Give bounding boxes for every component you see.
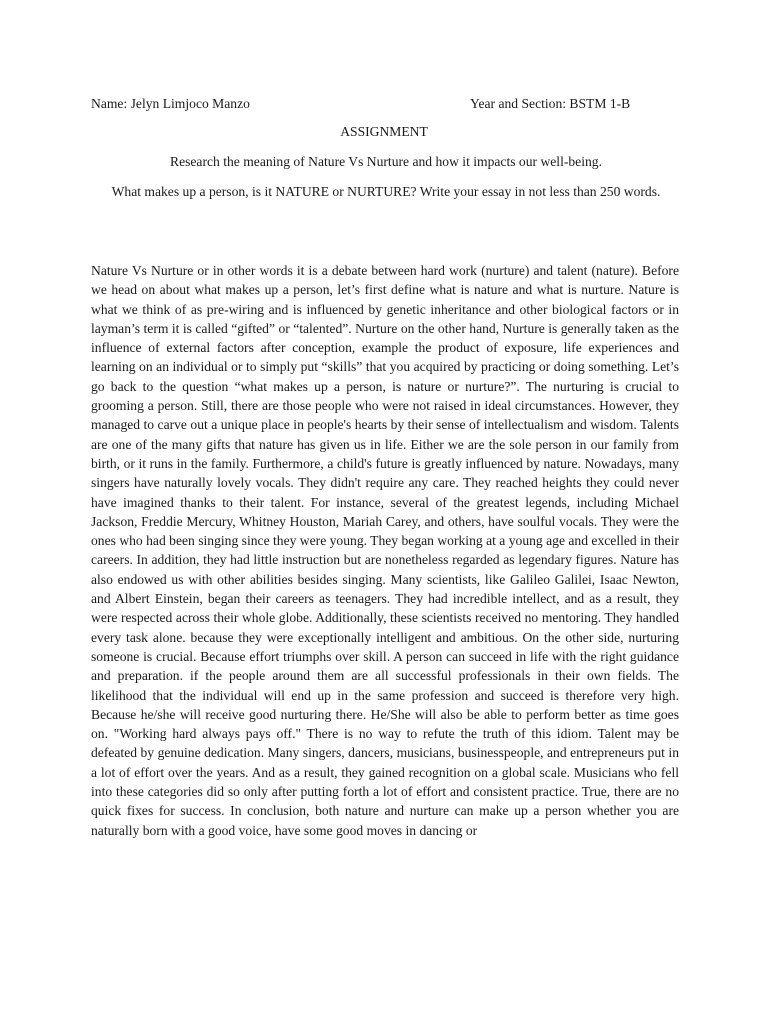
student-name: Name: Jelyn Limjoco Manzo	[91, 96, 250, 111]
page-title: ASSIGNMENT	[340, 124, 428, 139]
essay-body	[91, 261, 679, 1021]
essay-prompt: What makes up a person, is it NATURE or NURTURE? Write your essay in not less than 250 words.	[111, 184, 661, 199]
year-and-section: Year and Section: BSTM 1-B	[470, 96, 631, 111]
assignment-instruction: Research the meaning of Nature Vs Nurture and how it impacts our well-being.	[170, 154, 602, 169]
header-row	[91, 94, 681, 114]
essay-paragraph: Nature Vs Nurture or in other words it is a debate between hard work (nurture) and talent (nature). Before we head on about what makes up a person, let’s first define what is nature and what is nurture. Nature is what we think of as pre-wiring and is influenced by genetic inheritance and other biological factors or in layman’s term it is called “gifted” or “talented”. Nurture on the other hand, Nurture is generally taken as the influence of external factors after conception, example the product of exposure, life experiences and learning on an individual or to simply put “skills” that you acquired by practicing or doing something. Let’s go back to the question “what makes up a person, is nature or nurture?”. The nurturing is crucial to grooming a person. Still, there are those people who were not raised in ideal circumstances. However, they managed to carve out a unique place in people's hearts by their sense of intellectualism and wisdom. Talents are one of the many gifts that nature has given us in life. Either we are the sole person in our family from birth, or it runs in the family. Furthermore, a child's future is greatly influenced by nature. Nowadays, many singers have naturally lovely vocals. They didn't require any care. They reached heights they could never have imagined thanks to their talent. For instance, several of the greatest legends, including Michael Jackson, Freddie Mercury, Whitney Houston, Mariah Carey, and others, have soulful vocals. They were the ones who had been singing since they were young. They began working at a young age and excelled in their careers. In addition, they had little instruction but are nonetheless regarded as legendary figures. Nature has also endowed us with other abilities besides singing. Many scientists, like Galileo Galilei, Isaac Newton, and Albert Einstein, began their careers as teenagers. They had incredible intellect, and as a result, they were respected across their whole globe. Additionally, these scientists received no mentoring. They handled every task alone. because they were exceptionally intelligent and ambitious. On the other side, nurturing someone is crucial. Because effort triumphs over skill. A person can succeed in life with the right guidance and preparation. if the people around them are all successful professionals in their own fields. The likelihood that the individual will end up in the same profession and succeed is therefore very high. Because he/she will receive good nurturing there. He/She will also be able to perform better as time goes on. "Working hard always pays off." There is no way to refute the truth of this idiom. Talent may be defeated by genuine dedication. Many singers, dancers, musicians, businesspeople, and entrepreneurs put in a lot of effort over the years. And as a result, they gained recognition on a global scale. Musicians who fell into these categories did so only after putting forth a lot of effort and consistent practice. True, there are no quick fixes for success. In conclusion, both nature and nurture can make up a person whether you are naturally born with a good voice, have some good moves in dancing or	[91, 263, 679, 838]
